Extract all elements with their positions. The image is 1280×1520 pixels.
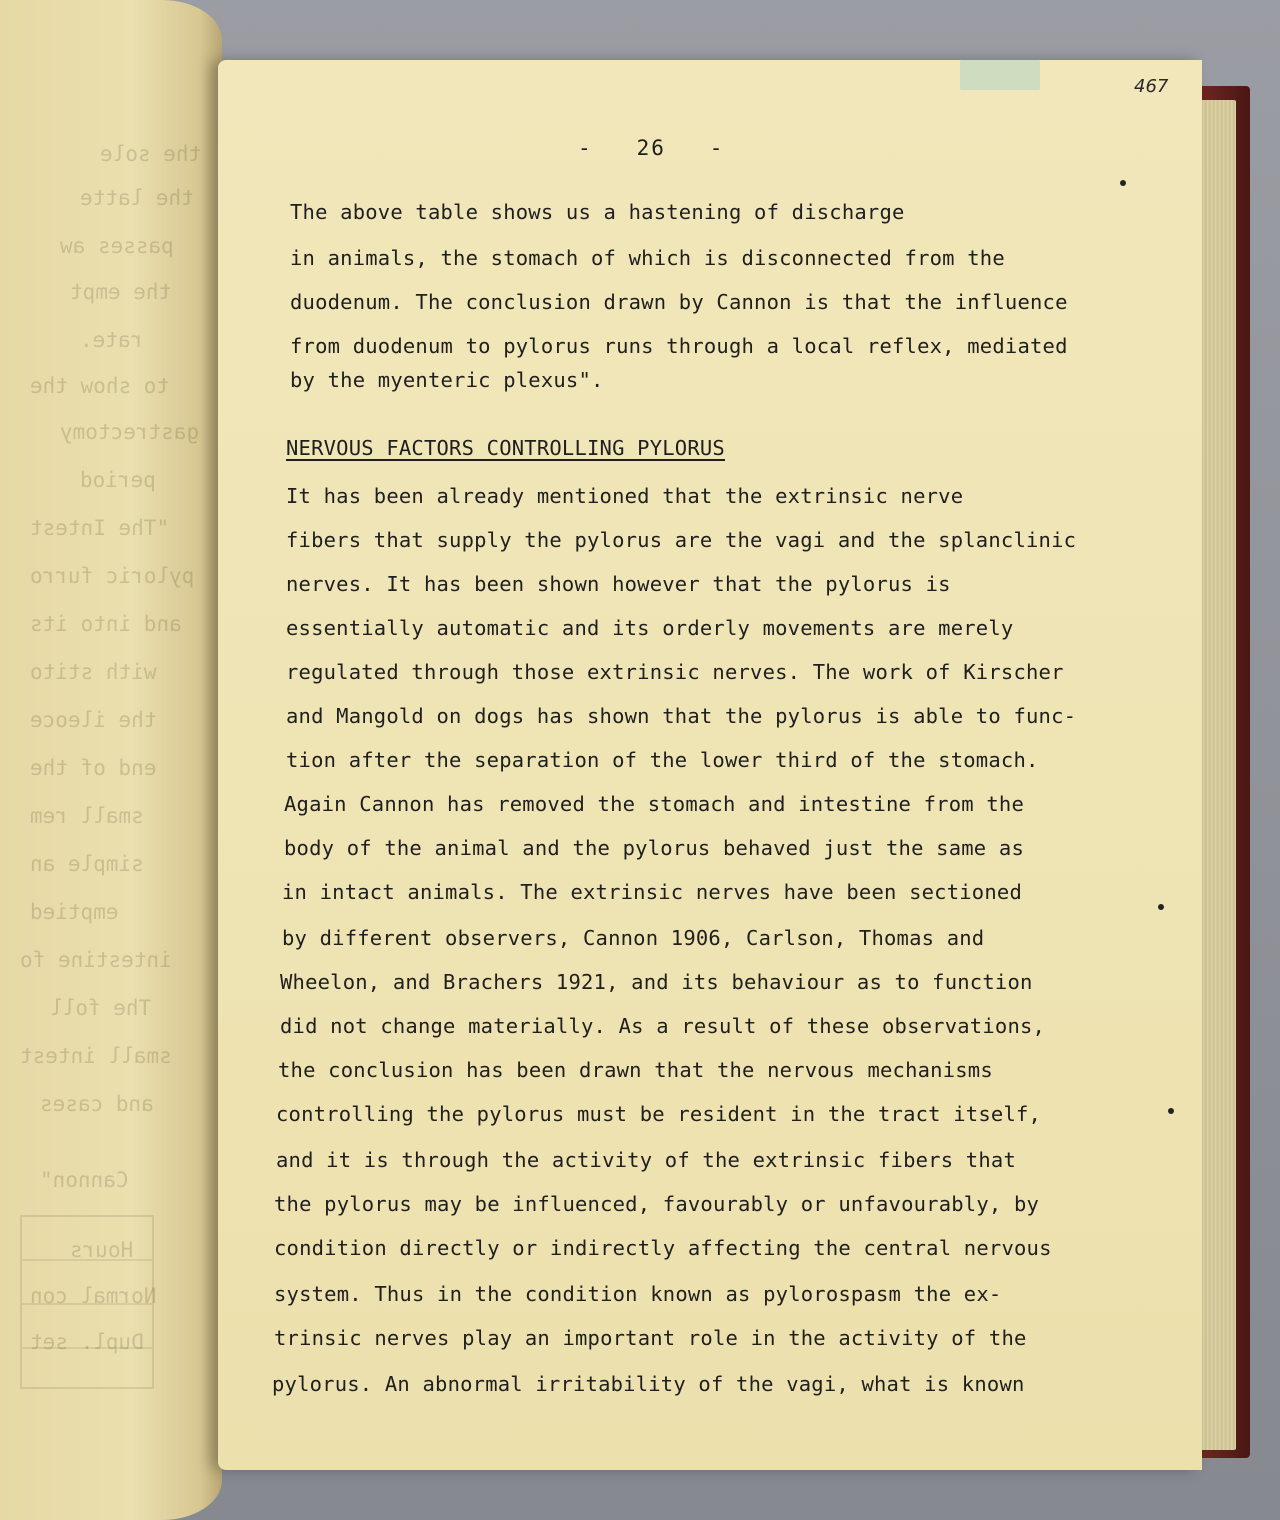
left-page-fragment: and into its	[30, 612, 182, 636]
text-line: by the myenteric plexus".	[290, 368, 604, 392]
left-page-fragment: The foll	[50, 996, 152, 1020]
section-heading: NERVOUS FACTORS CONTROLLING PYLORUS	[286, 436, 725, 460]
text-line: system. Thus in the condition known as pylorospasm the ex-	[274, 1282, 1002, 1306]
left-page-fragment: the empt	[70, 280, 172, 304]
left-page	[0, 0, 222, 1520]
left-page-fragment: rate.	[80, 328, 144, 352]
text-line: nerves. It has been shown however that the pylorus is	[286, 572, 951, 596]
text-line: Wheelon, and Brachers 1921, and its behaviour as to function	[280, 970, 1033, 994]
text-line: pylorus. An abnormal irritability of the vagi, what is known	[272, 1372, 1025, 1396]
text-line: the pylorus may be influenced, favourably or unfavourably, by	[274, 1192, 1040, 1216]
text-line: Again Cannon has removed the stomach and intestine from the	[284, 792, 1024, 816]
left-page-fragment: "The Intest	[30, 516, 170, 540]
left-page-fragment: Cannon"	[40, 1168, 129, 1192]
left-page-fragment: end of the	[30, 756, 157, 780]
text-line: tion after the separation of the lower third of the stomach.	[286, 748, 1039, 772]
left-page-fragment: Dupl. set	[30, 1330, 144, 1354]
text-line: in intact animals. The extrinsic nerves have been sectioned	[282, 880, 1022, 904]
text-line: and it is through the activity of the extrinsic fibers that	[276, 1148, 1016, 1172]
page-number: - 26 -	[578, 136, 725, 160]
text-line: the conclusion has been drawn that the nervous mechanisms	[278, 1058, 993, 1082]
text-line: in animals, the stomach of which is disconnected from the	[290, 246, 1005, 270]
left-page-fragment: and cases	[40, 1092, 154, 1116]
left-page-fragment: Hours	[70, 1238, 134, 1262]
left-page-fragment: the ileoce	[30, 708, 157, 732]
ink-dot	[1120, 180, 1126, 186]
left-page-fragment: intestine fo	[20, 948, 172, 972]
text-line: essentially automatic and its orderly movements are merely	[286, 616, 1014, 640]
left-page-fragment: simple an	[30, 852, 144, 876]
left-page-fragment: to show the	[30, 374, 170, 398]
text-line: condition directly or indirectly affecting the central nervous	[274, 1236, 1052, 1260]
text-line: from duodenum to pylorus runs through a local reflex, mediated	[290, 334, 1068, 358]
left-page-fragment: the latte	[80, 186, 194, 210]
text-line: and Mangold on dogs has shown that the pylorus is able to func-	[286, 704, 1077, 728]
left-page-fragment: with stito	[30, 660, 157, 684]
text-line: fibers that supply the pylorus are the vagi and the splanclinic	[286, 528, 1077, 552]
left-page-fragment: small rem	[30, 804, 144, 828]
text-line: duodenum. The conclusion drawn by Cannon is that the influence	[290, 290, 1068, 314]
left-page-fragment: period	[80, 468, 156, 492]
text-line: regulated through those extrinsic nerves. The work of Kirscher	[286, 660, 1064, 684]
text-line: by different observers, Cannon 1906, Carlson, Thomas and	[282, 926, 985, 950]
text-line: controlling the pylorus must be resident in the tract itself,	[276, 1102, 1042, 1126]
text-line: trinsic nerves play an important role in the activity of the	[274, 1326, 1027, 1350]
left-page-fragment: Normal con	[30, 1284, 157, 1308]
tape-mark	[960, 60, 1040, 90]
ink-dot	[1158, 904, 1164, 910]
left-page-fragment: the sole	[100, 142, 202, 166]
text-line: The above table shows us a hastening of discharge	[290, 200, 905, 224]
text-line: body of the animal and the pylorus behaved just the same as	[284, 836, 1024, 860]
left-page-fragment: passes aw	[60, 234, 174, 258]
text-line: It has been already mentioned that the extrinsic nerve	[286, 484, 964, 508]
left-page-fragment: emptied	[30, 900, 119, 924]
ink-dot	[1168, 1108, 1174, 1114]
left-page-fragment: small intest	[20, 1044, 172, 1068]
folio-number: 467	[1134, 76, 1169, 97]
text-line: did not change materially. As a result of these observations,	[280, 1014, 1046, 1038]
left-page-fragment: pyloric furro	[30, 564, 195, 588]
left-page-fragment: gastrectomy	[60, 420, 200, 444]
